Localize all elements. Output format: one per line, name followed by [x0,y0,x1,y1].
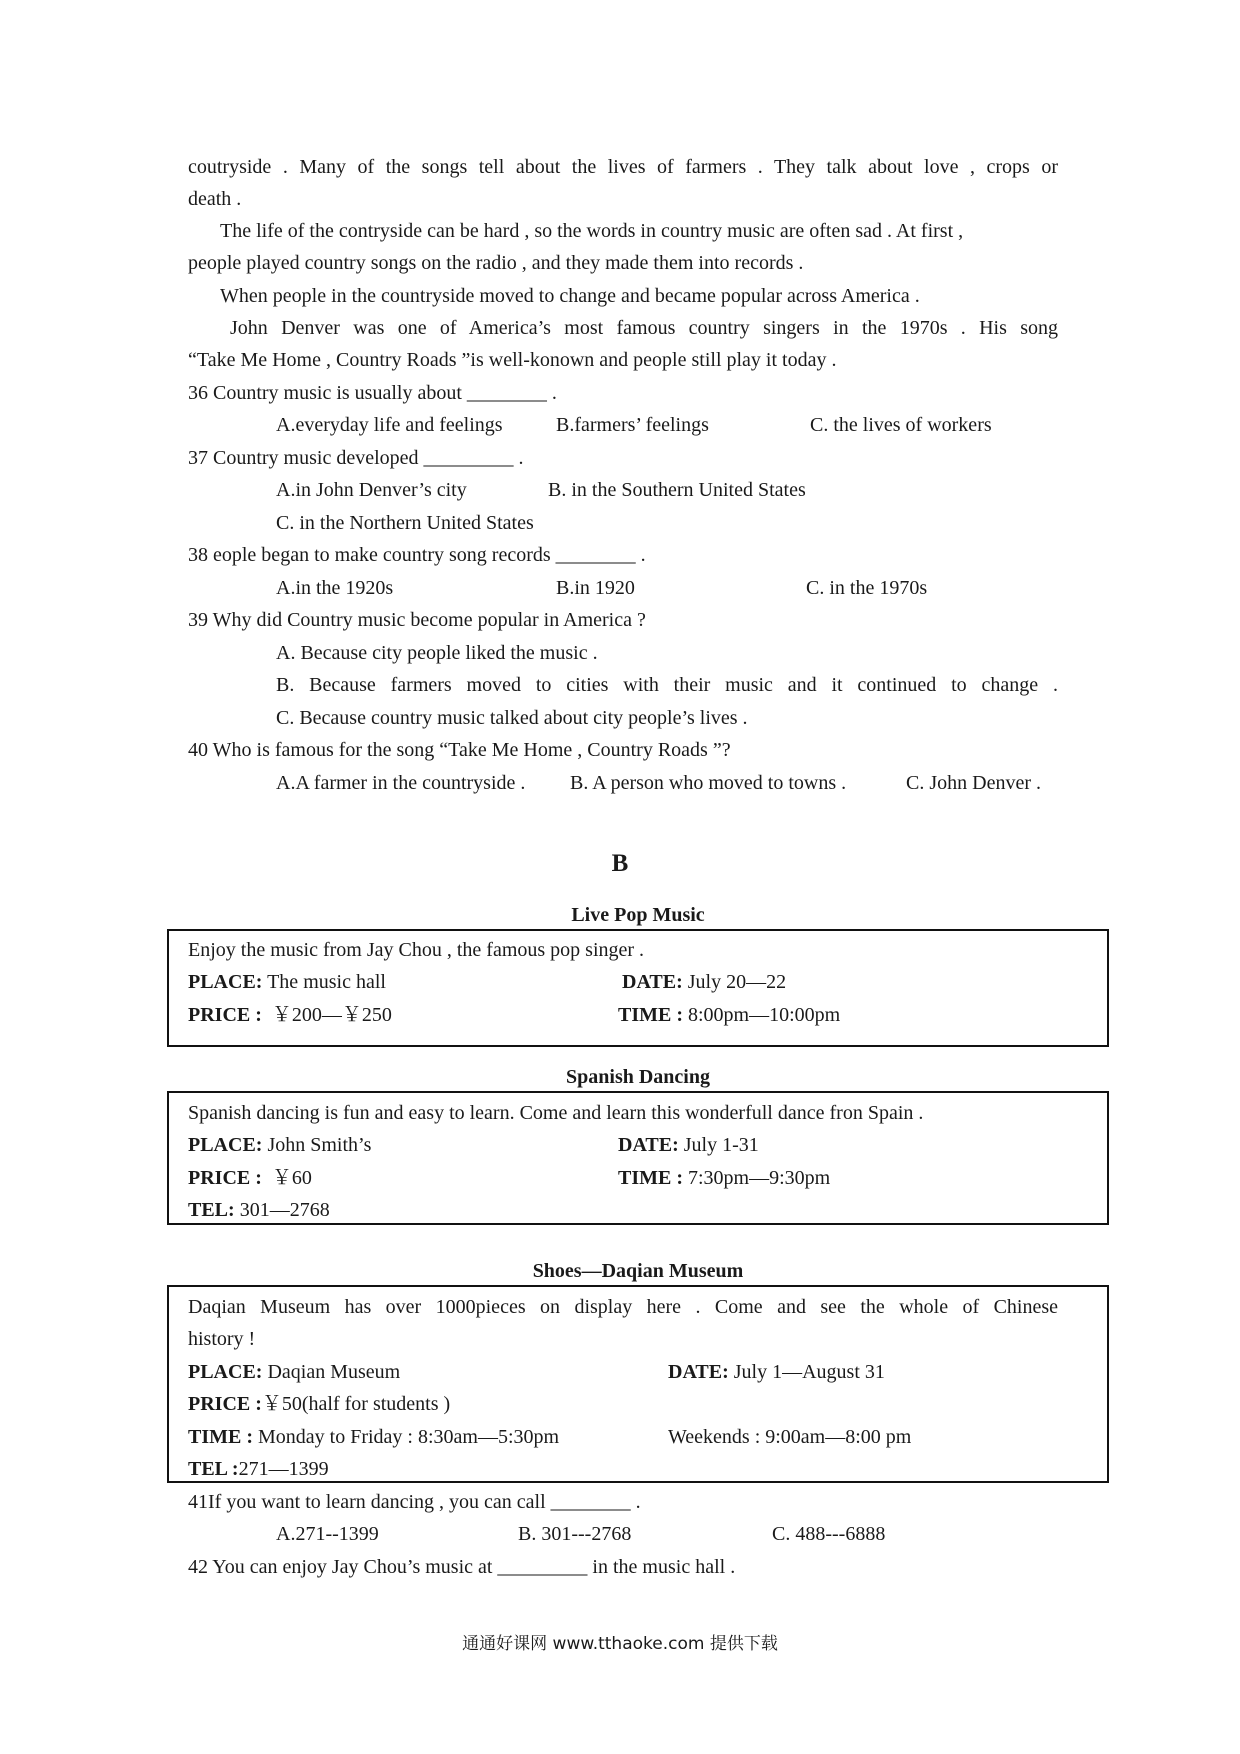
time-value: 7:30pm—9:30pm [688,1167,831,1189]
tel-value: 301—2768 [239,1199,330,1221]
passage-line: people played country songs on the radio , and they made them into records . [188,252,804,274]
date-label: DATE: [668,1361,729,1383]
question-39-stem: 39 Why did Country music become popular in America ? [188,609,646,631]
question-37-option-c: C. in the Northern United States [276,512,534,534]
question-39-option-a: A. Because city people liked the music . [276,642,598,664]
passage-line: When people in the countryside moved to change and became popular across America . [220,285,920,307]
ad-daqian-museum-title: Shoes—Daqian Museum [532,1260,744,1282]
question-40-stem: 40 Who is famous for the song “Take Me Home , Country Roads ”? [188,739,731,761]
question-36-option-c: C. the lives of workers [810,414,992,436]
passage-line: coutryside . Many of the songs tell about the lives of farmers . They talk about love , crops or [188,156,1058,178]
date-value: July 1—August 31 [733,1361,885,1383]
question-37-option-a: A.in John Denver’s city [276,479,467,501]
question-39-option-b: B. Because farmers moved to cities with their music and it continued to change . [276,674,1058,696]
ad-daqian-museum-price [188,1388,450,1420]
question-38-option-a: A.in the 1920s [276,577,394,599]
place-value: Daqian Museum [267,1361,401,1383]
question-41-option-a: A.271--1399 [276,1523,379,1545]
price-value: ￥50(half for students ) [261,1393,451,1415]
ad-daqian-museum-intro-cont: history ! [188,1328,256,1350]
question-40-option-c: C. John Denver . [906,772,1041,794]
ad-spanish-dancing-price [188,1162,312,1194]
ad-live-pop-music-place [188,966,386,998]
ad-daqian-museum-place [188,1356,400,1388]
question-38-stem: 38 eople began to make country song records ________ . [188,544,646,566]
section-b-heading: B [611,850,629,877]
date-value: July 1-31 [683,1134,759,1156]
passage-line: The life of the contryside can be hard , so the words in country music are often sad . At first , [220,220,964,242]
time-label: TIME : [618,1004,683,1026]
place-label: PLACE: [188,971,263,993]
question-42-stem: 42 You can enjoy Jay Chou’s music at _________ in the music hall . [188,1556,736,1578]
place-label: PLACE: [188,1361,263,1383]
question-41-stem: 41If you want to learn dancing , you can call ________ . [188,1491,641,1513]
tel-label: TEL: [188,1199,235,1221]
price-value: ￥60 [271,1167,312,1189]
page-footer: 通通好课网 www.tthaoke.com 提供下载 [462,1634,778,1654]
question-37-option-b: B. in the Southern United States [548,479,806,501]
question-39-option-c: C. Because country music talked about city people’s lives . [276,707,748,729]
time-label: TIME : [618,1167,683,1189]
ad-daqian-museum-intro: Daqian Museum has over 1000pieces on display here . Come and see the whole of Chinese [188,1296,1058,1318]
price-value: ￥200—￥250 [271,1004,392,1026]
place-value: The music hall [267,971,386,993]
ad-spanish-dancing-place [188,1129,371,1161]
ad-live-pop-music-price [188,999,392,1031]
question-41-option-c: C. 488---6888 [772,1523,886,1545]
question-37-stem: 37 Country music developed _________ . [188,447,524,469]
price-label: PRICE : [188,1004,262,1026]
question-38-option-c: C. in the 1970s [806,577,928,599]
ad-live-pop-music-title: Live Pop Music [571,904,705,926]
ad-live-pop-music-intro: Enjoy the music from Jay Chou , the famous pop singer . [188,939,645,961]
passage-line: “Take Me Home , Country Roads ”is well-konown and people still play it today . [188,349,837,371]
date-label: DATE: [622,971,683,993]
ad-spanish-dancing-time [618,1162,830,1194]
ad-live-pop-music-date [622,966,786,998]
question-38-option-b: B.in 1920 [556,577,635,599]
ad-daqian-museum-weekends: Weekends : 9:00am—8:00 pm [668,1426,912,1448]
ad-daqian-museum-date [668,1356,885,1388]
tel-label: TEL : [188,1458,239,1480]
price-label: PRICE : [188,1167,262,1189]
tel-value: 271—1399 [238,1458,329,1480]
time-value: Monday to Friday : 8:30am—5:30pm [258,1426,560,1448]
question-40-option-a: A.A farmer in the countryside . [276,772,526,794]
date-value: July 20—22 [687,971,787,993]
ad-live-pop-music-time [618,999,840,1031]
ad-daqian-museum-time [188,1421,559,1453]
date-label: DATE: [618,1134,679,1156]
passage-line: John Denver was one of America’s most famous country singers in the 1970s . His song [230,317,1058,339]
question-41-option-b: B. 301---2768 [518,1523,632,1545]
place-label: PLACE: [188,1134,263,1156]
time-label: TIME : [188,1426,253,1448]
question-36-option-a: A.everyday life and feelings [276,414,503,436]
place-value: John Smith’s [267,1134,372,1156]
ad-spanish-dancing-tel [188,1194,330,1226]
question-36-option-b: B.farmers’ feelings [556,414,709,436]
ad-spanish-dancing-date [618,1129,759,1161]
ad-spanish-dancing-intro: Spanish dancing is fun and easy to learn. Come and learn this wonderfull dance fron Spain . [188,1102,924,1124]
question-40-option-b: B. A person who moved to towns . [570,772,847,794]
price-label: PRICE : [188,1393,262,1415]
question-36-stem: 36 Country music is usually about ________ . [188,382,557,404]
time-value: 8:00pm—10:00pm [688,1004,841,1026]
ad-spanish-dancing-title: Spanish Dancing [566,1066,710,1088]
passage-line: death . [188,188,242,210]
ad-daqian-museum-tel [188,1453,329,1485]
